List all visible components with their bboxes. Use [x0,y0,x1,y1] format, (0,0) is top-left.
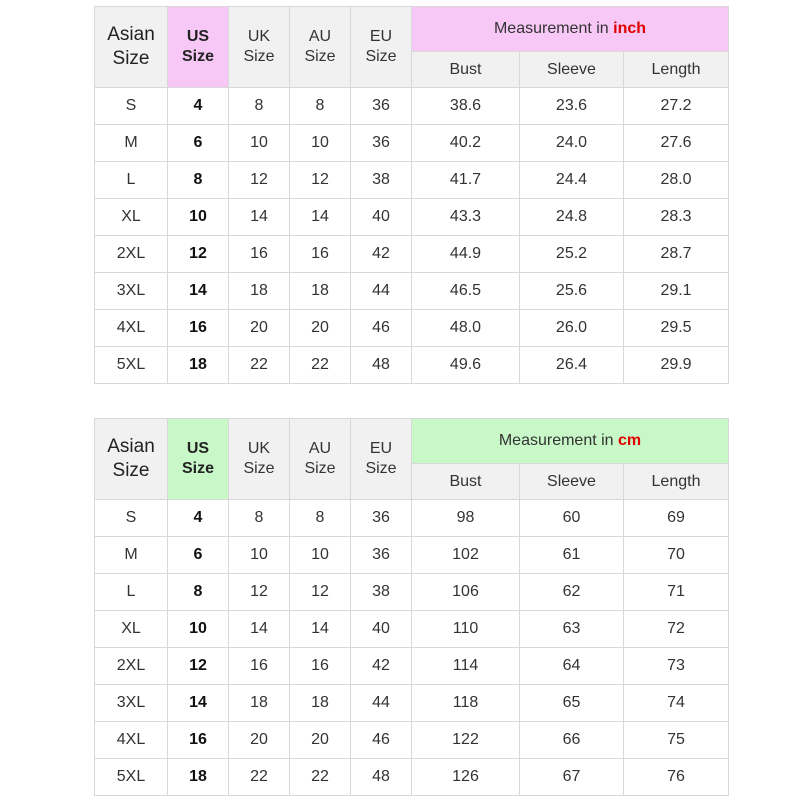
us-cell: 12 [168,648,229,685]
sleeve-cell: 65 [520,685,624,722]
table-row [95,347,729,384]
asian-size-header: Asian Size [95,7,168,88]
uk-cell: 8 [229,500,290,537]
asian-cell: L [95,574,168,611]
length-cell: 73 [624,648,729,685]
bust-header: Bust [412,52,520,88]
size-table-cm [94,418,729,796]
us-size-header: US Size [168,419,229,500]
asian-cell: 4XL [95,310,168,347]
us-cell: 14 [168,273,229,310]
asian-cell: 3XL [95,273,168,310]
sleeve-cell: 61 [520,537,624,574]
table-row [95,648,729,685]
table-row [95,500,729,537]
table-row [95,88,729,125]
uk-cell: 8 [229,88,290,125]
sleeve-cell: 63 [520,611,624,648]
uk-size-header: UK Size [229,7,290,88]
bust-cell: 110 [412,611,520,648]
bust-cell: 114 [412,648,520,685]
length-cell: 72 [624,611,729,648]
bust-cell: 38.6 [412,88,520,125]
length-cell: 76 [624,759,729,796]
asian-cell: 4XL [95,722,168,759]
us-cell: 8 [168,162,229,199]
sleeve-cell: 24.8 [520,199,624,236]
au-cell: 10 [290,125,351,162]
table-body-inch [95,7,729,384]
asian-cell: XL [95,199,168,236]
eu-cell: 38 [351,574,412,611]
eu-cell: 42 [351,648,412,685]
uk-cell: 18 [229,685,290,722]
eu-cell: 40 [351,611,412,648]
length-header: Length [624,464,729,500]
table-row [95,759,729,796]
sleeve-cell: 67 [520,759,624,796]
sleeve-cell: 26.0 [520,310,624,347]
uk-cell: 14 [229,611,290,648]
au-cell: 14 [290,611,351,648]
bust-cell: 98 [412,500,520,537]
us-cell: 8 [168,574,229,611]
us-cell: 6 [168,125,229,162]
bust-cell: 48.0 [412,310,520,347]
au-cell: 16 [290,236,351,273]
au-cell: 12 [290,574,351,611]
uk-size-header: UK Size [229,419,290,500]
size-table-inch [94,6,729,384]
bust-cell: 106 [412,574,520,611]
au-cell: 8 [290,500,351,537]
uk-cell: 16 [229,236,290,273]
table-row [95,722,729,759]
eu-cell: 42 [351,236,412,273]
sleeve-cell: 60 [520,500,624,537]
us-cell: 18 [168,759,229,796]
uk-cell: 14 [229,199,290,236]
uk-cell: 22 [229,347,290,384]
table-row [95,199,729,236]
au-cell: 14 [290,199,351,236]
sleeve-cell: 24.4 [520,162,624,199]
us-cell: 18 [168,347,229,384]
eu-size-header: EU Size [351,419,412,500]
eu-size-header: EU Size [351,7,412,88]
au-cell: 22 [290,759,351,796]
unit-label: cm [618,432,642,449]
length-cell: 28.7 [624,236,729,273]
au-cell: 20 [290,722,351,759]
bust-header: Bust [412,464,520,500]
bust-cell: 40.2 [412,125,520,162]
bust-cell: 43.3 [412,199,520,236]
length-cell: 71 [624,574,729,611]
eu-cell: 44 [351,685,412,722]
bust-cell: 41.7 [412,162,520,199]
uk-cell: 10 [229,537,290,574]
sleeve-cell: 25.6 [520,273,624,310]
bust-cell: 44.9 [412,236,520,273]
sleeve-header: Sleeve [520,52,624,88]
uk-cell: 12 [229,162,290,199]
asian-cell: 5XL [95,347,168,384]
length-cell: 28.3 [624,199,729,236]
asian-cell: 3XL [95,685,168,722]
table-row [95,273,729,310]
asian-cell: XL [95,611,168,648]
length-cell: 28.0 [624,162,729,199]
us-cell: 12 [168,236,229,273]
table-row [95,537,729,574]
au-cell: 22 [290,347,351,384]
unit-label: inch [613,20,647,37]
au-size-header: AU Size [290,7,351,88]
measurement-header: Measurement in cm [412,419,729,464]
length-cell: 29.9 [624,347,729,384]
eu-cell: 38 [351,162,412,199]
uk-cell: 10 [229,125,290,162]
au-cell: 18 [290,685,351,722]
au-cell: 12 [290,162,351,199]
bust-cell: 49.6 [412,347,520,384]
us-size-header: US Size [168,7,229,88]
bust-cell: 46.5 [412,273,520,310]
asian-cell: 2XL [95,648,168,685]
us-cell: 4 [168,88,229,125]
us-cell: 16 [168,310,229,347]
asian-cell: S [95,500,168,537]
au-cell: 20 [290,310,351,347]
asian-size-header: Asian Size [95,419,168,500]
measurement-header: Measurement in inch [412,7,729,52]
asian-cell: M [95,125,168,162]
au-cell: 16 [290,648,351,685]
sleeve-cell: 62 [520,574,624,611]
us-cell: 16 [168,722,229,759]
uk-cell: 18 [229,273,290,310]
length-cell: 75 [624,722,729,759]
eu-cell: 40 [351,199,412,236]
au-cell: 18 [290,273,351,310]
table-row [95,685,729,722]
length-cell: 69 [624,500,729,537]
uk-cell: 20 [229,310,290,347]
asian-cell: S [95,88,168,125]
eu-cell: 36 [351,500,412,537]
table-row [95,125,729,162]
us-cell: 10 [168,611,229,648]
table-row [95,310,729,347]
table-row [95,574,729,611]
uk-cell: 12 [229,574,290,611]
table-row [95,162,729,199]
au-size-header: AU Size [290,419,351,500]
table-row [95,236,729,273]
sleeve-cell: 24.0 [520,125,624,162]
bust-cell: 102 [412,537,520,574]
length-cell: 29.5 [624,310,729,347]
au-cell: 10 [290,537,351,574]
us-cell: 10 [168,199,229,236]
table-body-cm [95,419,729,796]
bust-cell: 118 [412,685,520,722]
asian-cell: M [95,537,168,574]
length-cell: 70 [624,537,729,574]
asian-cell: L [95,162,168,199]
bust-cell: 122 [412,722,520,759]
uk-cell: 20 [229,722,290,759]
eu-cell: 48 [351,759,412,796]
sleeve-header: Sleeve [520,464,624,500]
eu-cell: 46 [351,722,412,759]
bust-cell: 126 [412,759,520,796]
eu-cell: 44 [351,273,412,310]
asian-cell: 5XL [95,759,168,796]
uk-cell: 22 [229,759,290,796]
length-cell: 27.6 [624,125,729,162]
table-row [95,611,729,648]
eu-cell: 48 [351,347,412,384]
length-cell: 27.2 [624,88,729,125]
sleeve-cell: 64 [520,648,624,685]
sleeve-cell: 25.2 [520,236,624,273]
eu-cell: 36 [351,125,412,162]
eu-cell: 36 [351,537,412,574]
eu-cell: 46 [351,310,412,347]
us-cell: 6 [168,537,229,574]
uk-cell: 16 [229,648,290,685]
au-cell: 8 [290,88,351,125]
us-cell: 14 [168,685,229,722]
us-cell: 4 [168,500,229,537]
sleeve-cell: 66 [520,722,624,759]
sleeve-cell: 26.4 [520,347,624,384]
eu-cell: 36 [351,88,412,125]
length-cell: 74 [624,685,729,722]
sleeve-cell: 23.6 [520,88,624,125]
length-header: Length [624,52,729,88]
length-cell: 29.1 [624,273,729,310]
asian-cell: 2XL [95,236,168,273]
